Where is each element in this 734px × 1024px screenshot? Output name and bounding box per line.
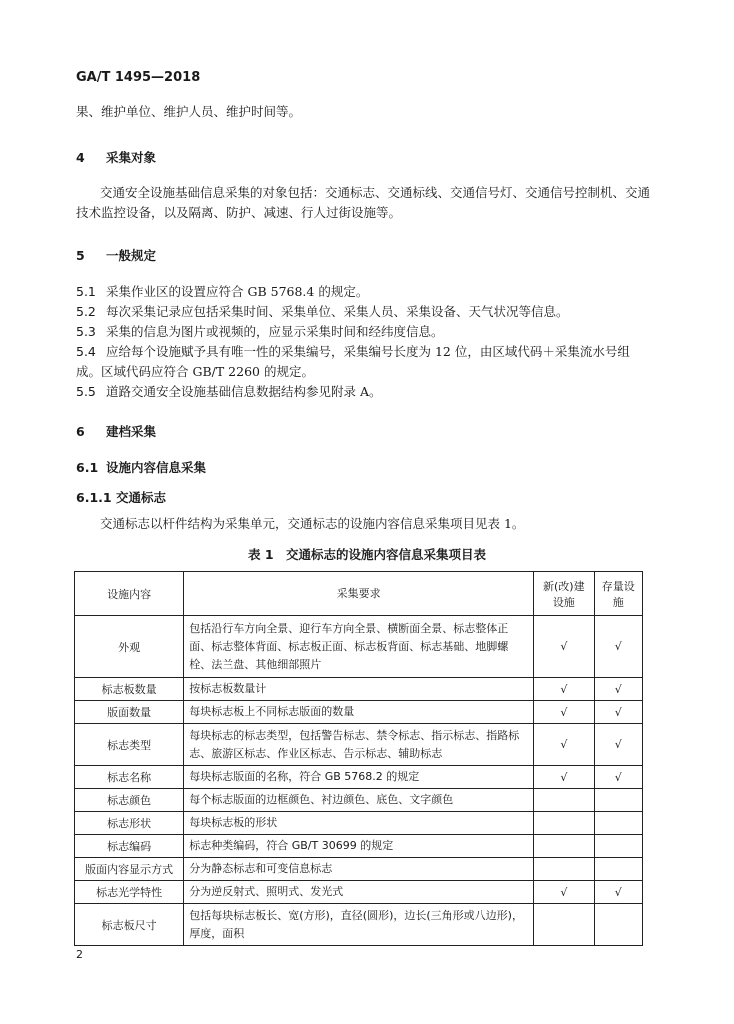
- table-row: [75, 678, 643, 701]
- clause-5-4: [76, 342, 630, 360]
- section-number: 4: [76, 150, 85, 165]
- section-number: 6: [76, 424, 85, 439]
- cell-item: 标志类型: [75, 724, 184, 766]
- cell-new-check: √: [534, 678, 594, 701]
- header-cell-existing-facility: 存量设施: [594, 572, 642, 616]
- cell-requirement: 分为逆反射式、照明式、发光式: [184, 881, 534, 904]
- cell-requirement: 包括沿行车方向全景、迎行车方向全景、横断面全景、标志整体正面、标志整体背面、标志板正面、标志板背面、标志基础、地脚螺栓、法兰盘、其他细部照片: [184, 616, 534, 678]
- cell-item: 标志编码: [75, 835, 184, 858]
- cell-existing-check: [594, 835, 642, 858]
- clause-number: 5.5: [76, 384, 96, 399]
- clause-5-1: [76, 282, 368, 300]
- cell-requirement: 每块标志的标志类型，包括警告标志、禁令标志、指示标志、指路标志、旅游区标志、作业区标志、告示标志、辅助标志: [184, 724, 534, 766]
- cell-existing-check: √: [594, 678, 642, 701]
- header-cell-new-facility: 新(改)建设施: [534, 572, 594, 616]
- intro-continuation-line: 果、维护单位、维护人员、维护时间等。: [76, 104, 302, 119]
- clause-text: 每次采集记录应包括采集时间、采集单位、采集人员、采集设备、天气状况等信息。: [106, 304, 569, 319]
- table-1-caption: 表 1 交通标志的设施内容信息采集项目表: [247, 547, 487, 562]
- subsection-number: 6.1.1: [76, 490, 112, 505]
- cell-requirement: 每块标志版面的名称，符合 GB 5768.2 的规定: [184, 766, 534, 789]
- cell-new-check: √: [534, 616, 594, 678]
- cell-new-check: √: [534, 766, 594, 789]
- clause-5-4-continuation: 成。区域代码应符合 GB/T 2260 的规定。: [76, 364, 314, 379]
- cell-requirement: 按标志板数量计: [184, 678, 534, 701]
- page-number: 2: [76, 948, 83, 961]
- cell-requirement: 每块标志板的形状: [184, 812, 534, 835]
- section-number: 5: [76, 248, 85, 263]
- header-cell-requirement: 采集要求: [184, 572, 534, 616]
- clause-5-3: [76, 322, 444, 340]
- section-title: 采集对象: [106, 150, 157, 165]
- clause-text: 采集作业区的设置应符合 GB 5768.4 的规定。: [106, 284, 369, 299]
- table-row: [75, 881, 643, 904]
- cell-new-check: [534, 789, 594, 812]
- table-row: [75, 789, 643, 812]
- cell-item: 标志板尺寸: [75, 904, 184, 946]
- cell-item: 标志颜色: [75, 789, 184, 812]
- cell-existing-check: [594, 789, 642, 812]
- clause-number: 5.3: [76, 324, 96, 339]
- clause-number: 5.2: [76, 304, 96, 319]
- table-row: [75, 835, 643, 858]
- cell-existing-check: √: [594, 616, 642, 678]
- cell-requirement: 每个标志版面的边框颜色、衬边颜色、底色、文字颜色: [184, 789, 534, 812]
- cell-existing-check: √: [594, 724, 642, 766]
- section-6-1-1-paragraph: 交通标志以杆件结构为采集单元，交通标志的设施内容信息采集项目见表 1。: [100, 516, 525, 531]
- section-title: 一般规定: [106, 248, 157, 263]
- table-1: [74, 571, 643, 946]
- section-4-paragraph-line-1: 交通安全设施基础信息采集的对象包括：交通标志、交通标线、交通信号灯、交通信号控制机、交通: [100, 185, 651, 200]
- clause-number: 5.4: [76, 344, 96, 359]
- cell-existing-check: √: [594, 881, 642, 904]
- clause-text: 道路交通安全设施基础信息数据结构参见附录 A。: [106, 384, 382, 399]
- cell-item: 标志名称: [75, 766, 184, 789]
- cell-requirement: 包括每块标志板长、宽(方形)，直径(圆形)，边长(三角形或八边形)，厚度，面积: [184, 904, 534, 946]
- cell-item: 外观: [75, 616, 184, 678]
- cell-new-check: [534, 858, 594, 881]
- cell-new-check: √: [534, 724, 594, 766]
- table-row: [75, 616, 643, 678]
- section-4-heading: [76, 148, 156, 166]
- table-row: [75, 701, 643, 724]
- cell-requirement: 分为静态标志和可变信息标志: [184, 858, 534, 881]
- cell-item: 标志形状: [75, 812, 184, 835]
- clause-number: 5.1: [76, 284, 96, 299]
- cell-item: 版面内容显示方式: [75, 858, 184, 881]
- clause-5-2: [76, 302, 569, 320]
- table-row: [75, 724, 643, 766]
- standard-code-header: GA/T 1495—2018: [76, 70, 201, 85]
- subsection-title: 交通标志: [116, 490, 167, 505]
- cell-item: 标志板数量: [75, 678, 184, 701]
- cell-new-check: [534, 812, 594, 835]
- clause-5-5: [76, 382, 382, 400]
- table-row: [75, 858, 643, 881]
- clause-text: 采集的信息为图片或视频的，应显示采集时间和经纬度信息。: [106, 324, 444, 339]
- subsection-6-1-heading: [76, 458, 206, 476]
- section-5-heading: [76, 246, 156, 264]
- clause-text: 应给每个设施赋予具有唯一性的采集编号，采集编号长度为 12 位，由区域代码＋采集流水号组: [106, 344, 630, 359]
- cell-existing-check: [594, 904, 642, 946]
- cell-new-check: √: [534, 881, 594, 904]
- cell-item: 版面数量: [75, 701, 184, 724]
- cell-requirement: 每块标志板上不同标志版面的数量: [184, 701, 534, 724]
- header-cell-item: 设施内容: [75, 572, 184, 616]
- cell-existing-check: √: [594, 701, 642, 724]
- section-4-paragraph-line-2: 技术监控设备，以及隔离、防护、减速、行人过街设施等。: [76, 205, 402, 220]
- subsection-6-1-1-heading: [76, 488, 166, 506]
- subsection-title: 设施内容信息采集: [106, 460, 207, 475]
- cell-existing-check: [594, 812, 642, 835]
- cell-new-check: [534, 904, 594, 946]
- subsection-number: 6.1: [76, 460, 99, 475]
- cell-requirement: 标志种类编码，符合 GB/T 30699 的规定: [184, 835, 534, 858]
- section-6-heading: [76, 422, 156, 440]
- cell-new-check: √: [534, 701, 594, 724]
- cell-existing-check: [594, 858, 642, 881]
- section-title: 建档采集: [106, 424, 157, 439]
- table-header-row: [75, 572, 643, 616]
- table-row: [75, 812, 643, 835]
- cell-item: 标志光学特性: [75, 881, 184, 904]
- cell-new-check: [534, 835, 594, 858]
- table-row: [75, 766, 643, 789]
- table-row: [75, 904, 643, 946]
- cell-existing-check: √: [594, 766, 642, 789]
